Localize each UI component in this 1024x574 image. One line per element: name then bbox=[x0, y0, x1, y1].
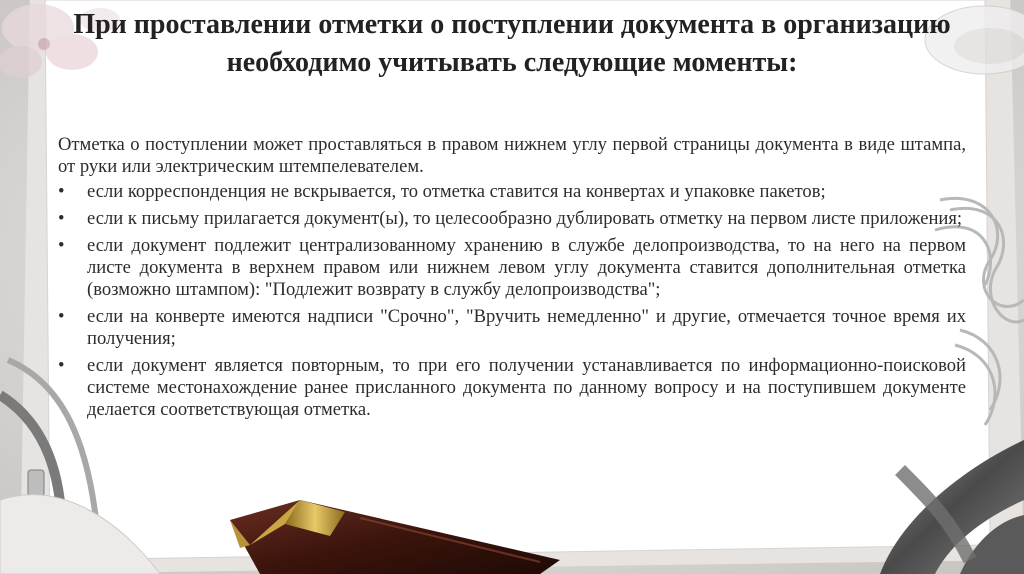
list-item bbox=[58, 181, 966, 203]
list-item-text: если на конверте имеются надписи "Срочно", "Вручить немедленно" и другие, отмечается точное время их получения; bbox=[87, 306, 966, 349]
list-item-text: если корреспонденция не вскрывается, то отметка ставится на конвертах и упаковке пакетов; bbox=[87, 181, 826, 202]
bullet-icon: • bbox=[58, 306, 65, 327]
list-item-text: если документ подлежит централизованному хранению в службе делопроизводства, то на него на первом листе документа в верхнем правом или нижнем левом углу документа ставится дополнительная отметка (возможно штампом): "Подлежит возврату в службу делопроизводства"; bbox=[87, 235, 966, 300]
list-item bbox=[58, 355, 966, 421]
list-item-text: если к письму прилагается документ(ы), то целесообразно дублировать отметку на первом листе приложения; bbox=[87, 208, 963, 229]
bullet-icon: • bbox=[58, 208, 65, 229]
list-item-text: если документ является повторным, то при его получении устанавливается по информационно-поисковой системе местонахождение ранее присланного документа по данному вопросу и на поступившем документе делается соответствующая отметка. bbox=[87, 355, 966, 420]
list-item bbox=[58, 208, 966, 230]
bullet-list bbox=[58, 181, 966, 421]
slide-title: При проставлении отметки о поступлении документа в организацию необходимо учитывать следующие моменты: bbox=[73, 9, 951, 78]
list-item bbox=[58, 235, 966, 301]
intro-paragraph: Отметка о поступлении может проставляться в правом нижнем углу первой страницы документа в виде штампа, от руки или электрическим штемпелевателем. bbox=[58, 134, 966, 177]
slide-body bbox=[58, 134, 966, 426]
list-item bbox=[58, 306, 966, 350]
bullet-icon: • bbox=[58, 235, 65, 256]
bullet-icon: • bbox=[58, 181, 65, 202]
bullet-icon: • bbox=[58, 355, 65, 376]
